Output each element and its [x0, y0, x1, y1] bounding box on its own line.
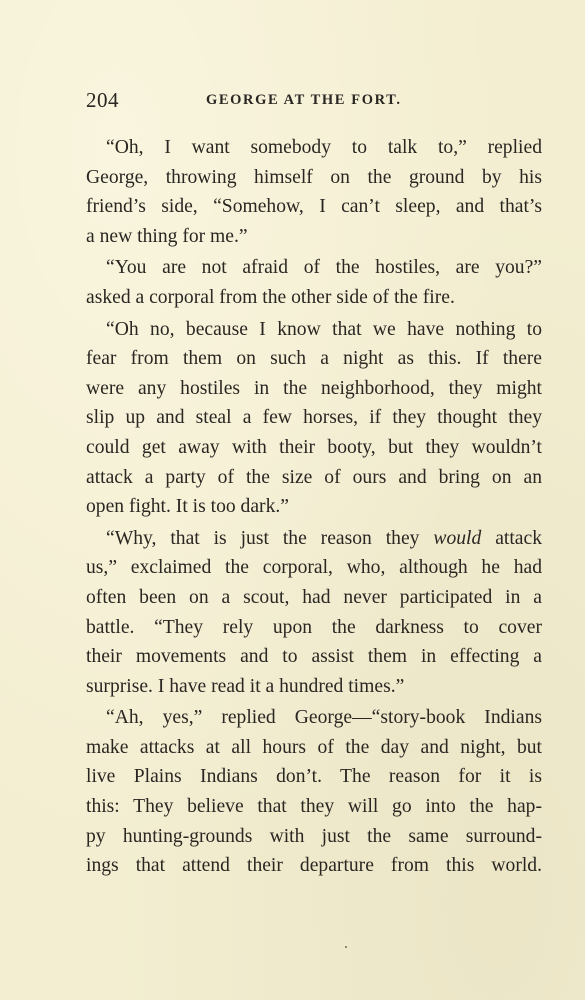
text-line: George, throwing himself on the ground by his — [86, 166, 542, 188]
text-line: open fight. It is too dark.” — [86, 496, 289, 518]
text-line: could get away with their booty, but they wouldn’t — [86, 436, 542, 458]
text-line: live Plains Indians don’t. The reason for it is — [86, 766, 542, 788]
text-line: a new thing for me.” — [86, 225, 248, 247]
text-line: “Oh, I want somebody to talk to,” replied — [106, 137, 542, 158]
text-segment: attack — [495, 527, 542, 549]
text-line: were any hostiles in the neighborhood, they might — [86, 377, 542, 399]
text-line: slip up and steal a few horses, if they thought they — [86, 407, 542, 429]
text-line: “Ah, yes,” replied George—“story-book Indians — [106, 707, 542, 729]
running-title: GEORGE AT THE FORT. — [206, 92, 402, 108]
text-line: battle. “They rely upon the darkness to cover — [86, 616, 542, 638]
text-line: py hunting-grounds with just the same surround- — [86, 825, 542, 847]
text-line: often been on a scout, had never participated in a — [86, 586, 542, 608]
text-line — [86, 524, 542, 554]
text-line: attack a party of the size of ours and bring on an — [86, 466, 542, 488]
text-line: asked a corporal from the other side of the fire. — [86, 286, 455, 308]
text-line: surprise. I have read it a hundred times.” — [86, 675, 405, 697]
text-line: this: They believe that they will go into the hap- — [86, 796, 542, 818]
body-text — [86, 133, 542, 881]
italic-emphasis: would — [433, 527, 482, 549]
running-head — [86, 88, 542, 114]
text-line: “You are not afraid of the hostiles, are you?” — [106, 257, 542, 279]
text-line: their movements and to assist them in effecting a — [86, 646, 542, 668]
text-line: make attacks at all hours of the day and night, but — [86, 736, 542, 758]
text-segment: “Why, that is just the reason they — [106, 527, 420, 549]
text-line: “Oh no, because I know that we have nothing to — [106, 318, 542, 340]
print-speck — [345, 946, 347, 948]
page-number: 204 — [86, 88, 119, 112]
text-line: ings that attend their departure from this world. — [86, 855, 542, 877]
text-line: us,” exclaimed the corporal, who, although he had — [86, 557, 542, 579]
text-line: friend’s side, “Somehow, I can’t sleep, and that’s — [86, 196, 542, 218]
text-line: fear from them on such a night as this. If there — [86, 348, 542, 370]
